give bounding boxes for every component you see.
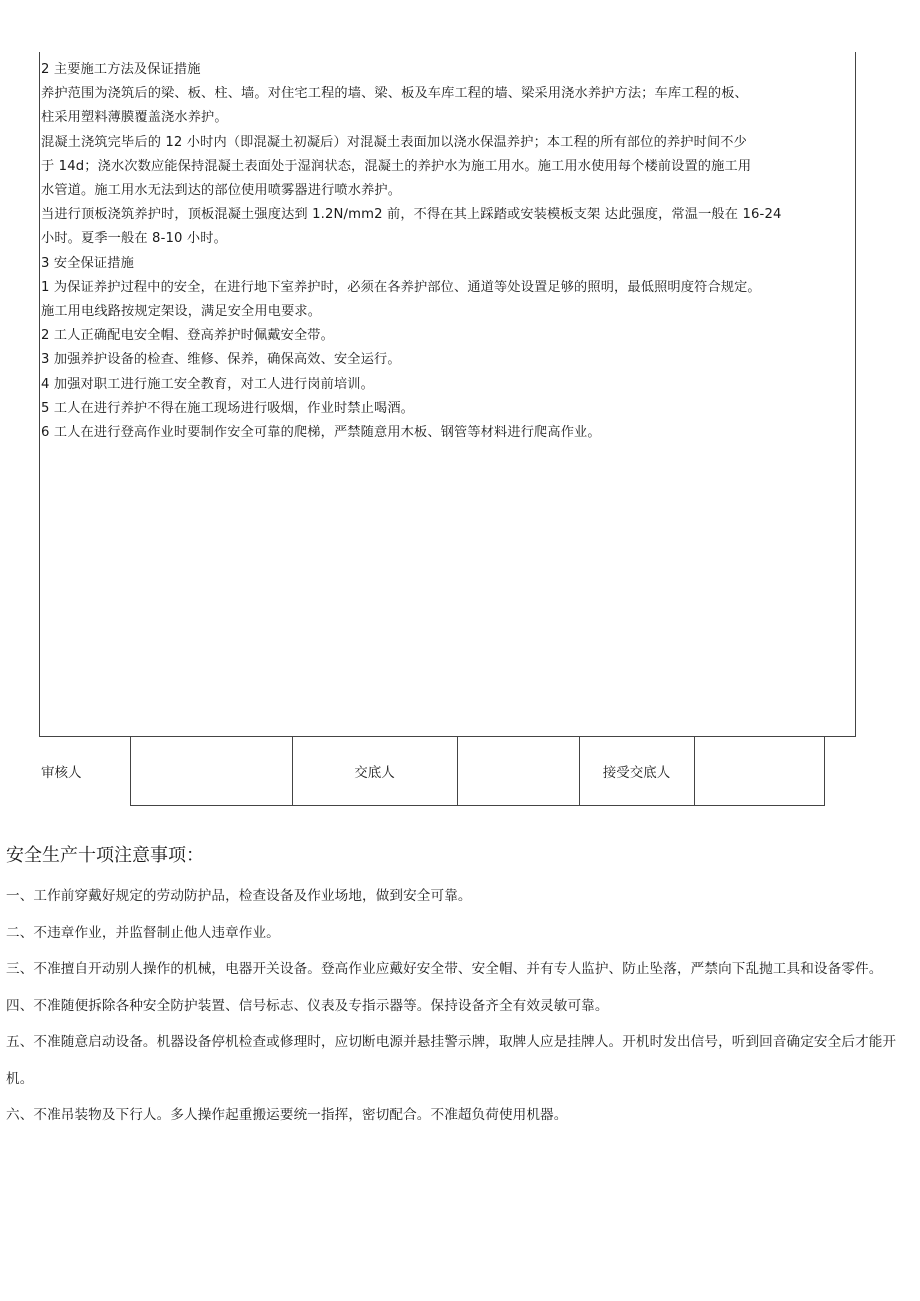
text-line: 施工用电线路按规定架设，满足安全用电要求。 — [41, 304, 322, 320]
construction-measures-text — [41, 58, 859, 445]
section-heading-methods: 2 主要施工方法及保证措施 — [41, 62, 201, 77]
safety-notes-section — [6, 842, 906, 1134]
text-line: 6 工人在进行登高作业时要制作安全可靠的爬梯，严禁随意用木板、钢管等材料进行爬高作业。 — [41, 425, 601, 441]
discloser-signature-cell[interactable] — [457, 737, 579, 806]
text-line: 4 加强对职工进行施工安全教育，对工人进行岗前培训。 — [41, 376, 374, 392]
text-line: 柱采用塑料薄膜覆盖浇水养护。 — [41, 110, 228, 126]
signature-row — [39, 737, 824, 806]
text-line: 3 加强养护设备的检查、维修、保养，确保高效、安全运行。 — [41, 352, 401, 368]
signature-table — [39, 737, 825, 806]
text-line: 养护范围为浇筑后的梁、板、柱、墙。对住宅工程的墙、梁、板及车库工程的墙、梁采用浇水养护方法；车库工程的板、 — [41, 86, 748, 102]
receiver-label: 接受交底人 — [579, 737, 694, 806]
reviewer-signature-cell[interactable] — [130, 737, 292, 806]
reviewer-label: 审核人 — [41, 765, 82, 782]
safety-note-item: 三、不准擅自开动别人操作的机械，电器开关设备。登高作业应戴好安全带、安全帽、并有专人监护、防止坠落，严禁向下乱抛工具和设备零件。 — [6, 961, 883, 977]
text-line: 5 工人在进行养护不得在施工现场进行吸烟，作业时禁止喝酒。 — [41, 400, 414, 416]
text-line: 混凝土浇筑完毕后的 12 小时内（即混凝土初凝后）对混凝土表面加以浇水保温养护；本工程的所有部位的养护时间不少 — [41, 134, 747, 150]
safety-note-item: 五、不准随意启动设备。机器设备停机检查或修理时，应切断电源并悬挂警示牌，取牌人应是挂牌人。开机时发出信号，听到回音确定安全后才能开机。 — [6, 1034, 897, 1087]
section-heading-safety: 3 安全保证措施 — [41, 255, 134, 271]
safety-note-item: 四、不准随便拆除各种安全防护装置、信号标志、仪表及专指示器等。保持设备齐全有效灵敏可靠。 — [6, 997, 609, 1014]
text-line: 2 工人正确配电安全帽、登高养护时佩戴安全带。 — [41, 328, 334, 344]
safety-note-item: 二、不违章作业，并监督制止他人违章作业。 — [6, 924, 280, 941]
text-line: 水管道。施工用水无法到达的部位使用喷雾器进行喷水养护。 — [41, 183, 402, 199]
discloser-label: 交底人 — [292, 737, 457, 806]
safety-note-item: 一、工作前穿戴好规定的劳动防护品，检查设备及作业场地，做到安全可靠。 — [6, 888, 472, 904]
text-line: 1 为保证养护过程中的安全，在进行地下室养护时，必须在各养护部位、通道等处设置足够的照明，最低照明度符合规定。 — [41, 279, 761, 295]
safety-note-item: 六、不准吊装物及下行人。多人操作起重搬运要统一指挥，密切配合。不准超负荷使用机器。 — [6, 1107, 568, 1123]
receiver-signature-cell[interactable] — [694, 737, 824, 806]
construction-measures-box — [39, 52, 856, 737]
safety-notes-title: 安全生产十项注意事项： — [6, 845, 204, 866]
text-line: 当进行顶板浇筑养护时，顶板混凝土强度达到 1.2N∕mm2 前，不得在其上踩踏或安装模板支架 达此强度，常温一般在 16-24 — [41, 207, 782, 223]
text-line: 小时。夏季一般在 8-10 小时。 — [41, 231, 227, 247]
text-line: 于 14d；浇水次数应能保持混凝土表面处于湿润状态，混凝土的养护水为施工用水。施工用水使用每个楼前设置的施工用 — [41, 158, 752, 174]
